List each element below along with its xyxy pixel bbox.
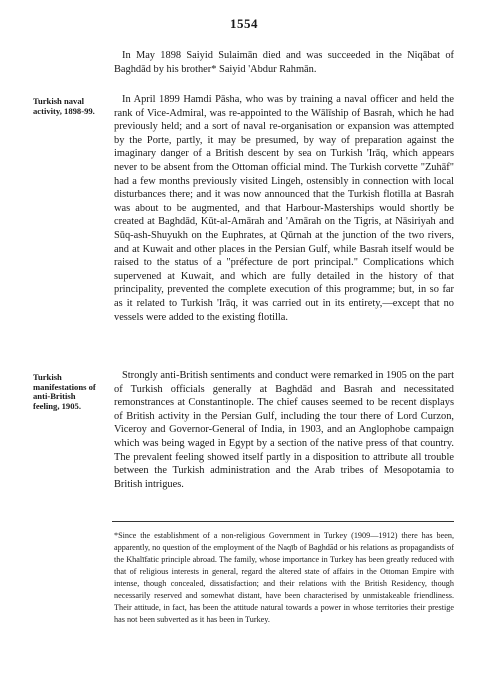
page-number: 1554 — [230, 16, 258, 31]
footnote-divider — [112, 521, 454, 522]
footnote: *Since the establishment of a non-religious Government in Turkey (1909—1912) there has been, apparently, no question of the employment of the Naqīb of Baghdād or his relations as propagandists of the Khalīfatic principle abroad. The family, whose importance in Turkey has been greatly reduced with that of religious interests in general, regard the altered state of affairs in the Ottoman Empire with intense, though concealed, dissatisfaction; and their relations with the British Residency, though necessarily reserved and somewhat distant, have been characterised by unmistakeable friendliness. Their attitude, in fact, has been the attitude natural towards a power in whose territories their prestige has not been subverted as it has been in Turkey. — [114, 531, 454, 624]
margin-note-anti-british-feeling: Turkish manifestations of anti-British feeling, 1905. — [33, 372, 96, 411]
paragraph-naval-reorganisation — [114, 93, 454, 324]
paragraph-text: In April 1899 Hamdi Pāsha, who was by training a naval officer and held the rank of Vice-Admiral, was re-appointed to the Wālīship of Basrah, which he had previously held; and a sort of naval re-organisation or expansion was attempted by the Porte, partly, it may be presumed, by way of preparation against the imaginary danger of a British descent by sea on Turkish 'Irāq, which appears never to be absent from the Ottoman official mind. The Turkish corvette "Zuhāf" had a few months previously visited Lingeh, ostensibly in connection with local disturbances there; and it was now announced that the Turkish flotilla at Basrah was about to be augmented, and that Harbour-Masterships would shortly be created at Baghdād, Kūt-al-Amārah and 'Amārah on the Tigris, at Nāsiriyah and Sūq-ash-Shuyukh on the Euphrates, at Qūrnah at the junction of the two rivers, and at Kuwait and other places in the Persian Gulf, while Basrah itself would be raised to the status of a "préfecture de port principal." Complications which supervened at Kuwait, and which are fully detailed in the history of that principality, prevented the complete execution of this programme; but, in so far as it related to Turkish 'Irāq, it was carried out in its entirety,—except that no vessels were added to the existing flotilla. — [114, 94, 454, 323]
paragraph-niqabat-succession — [114, 49, 454, 76]
margin-note-naval-activity: Turkish naval activity, 1898-99. — [33, 96, 95, 116]
paragraph-text: Strongly anti-British sentiments and conduct were remarked in 1905 on the part of Turkish officials generally at Baghdād and Basrah and necessitated remonstrances at Constantinople. The chief causes seemed to be recent displays of British activity in the Persian Gulf, including the tour there of Lord Curzon, Viceroy and Governor-General of India, in 1903, and an Anglophobe campaign which was being waged in Egypt by a section of the native press of that country. The prevalent feeling showed itself partly in a disposition to attribute all trouble between the Turkish administration and the Arab tribes of Mesopotamia to British intrigues. — [114, 370, 454, 490]
paragraph-anti-british-sentiment — [114, 369, 454, 491]
paragraph-text: In May 1898 Saiyid Sulaimān died and was succeeded in the Niqābat of Baghdād by his brother* Saiyid 'Abdur Rahmān. — [114, 50, 454, 75]
